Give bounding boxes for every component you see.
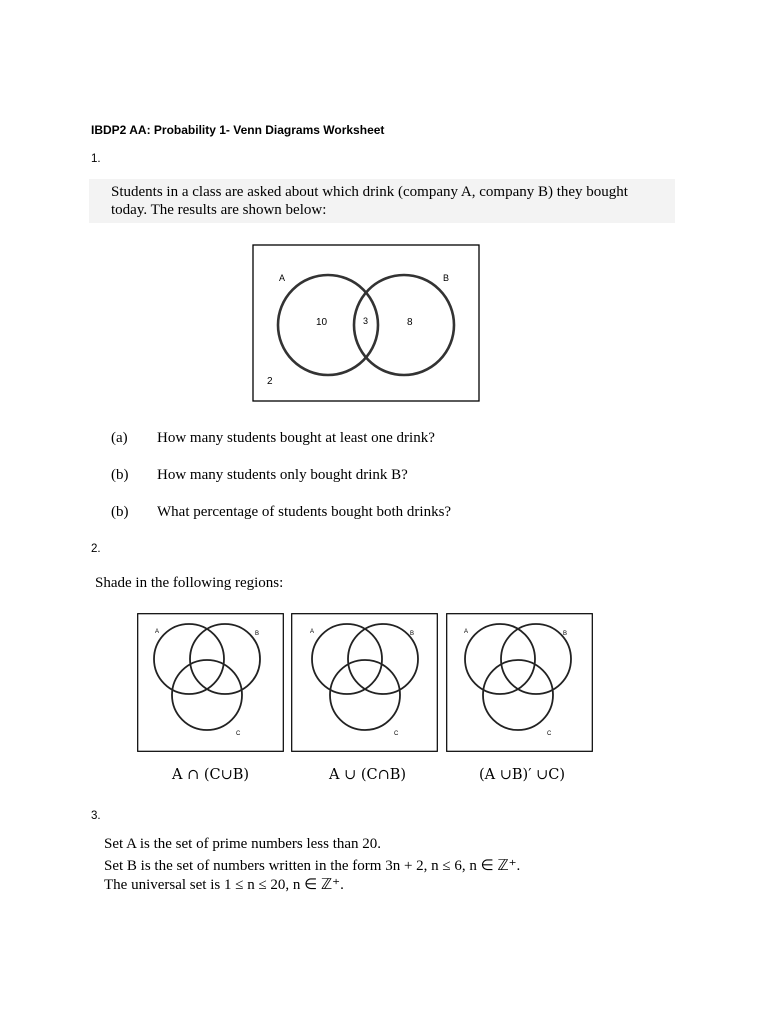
part-3-text: What percentage of students bought both drinks? [157,504,452,520]
three-set-venn-2 [291,613,438,752]
set-c-label: C [394,731,399,737]
set-b-label: B [443,273,450,283]
part-2-text: How many students only bought drink B? [157,467,408,483]
set-b-label: B [255,631,260,637]
three-set-venn-3 [446,613,593,752]
outside-count: 2 [267,376,273,387]
region-expression-2: A ∪ (C∩B) [329,767,407,783]
both-count: 3 [363,316,369,326]
set-a-label: A [310,629,315,635]
set-b-circle [501,624,571,694]
set-b-circle [354,275,454,375]
worksheet-title: IBDP2 AA: Probability 1- Venn Diagrams Worksheet [91,123,385,137]
question-2-number: 2. [91,543,101,555]
set-a-circle [465,624,535,694]
question-2-instruction: Shade in the following regions: [95,575,284,591]
region-expression-3: (A ∪B)′ ∪C) [479,767,566,783]
only-b-count: 8 [407,317,413,328]
set-b-circle [348,624,418,694]
part-1-label: (a) [111,430,128,446]
only-a-count: 10 [316,317,328,328]
question-1-intro-line2: today. The results are shown below: [111,202,327,218]
part-2-label: (b) [111,467,129,483]
set-a-definition: Set A is the set of prime numbers less than 20. [104,836,382,852]
set-c-circle [172,660,242,730]
question-3-number: 3. [91,810,101,822]
question-1-intro [111,183,671,219]
set-c-circle [483,660,553,730]
question-1-intro-line1: Students in a class are asked about which drink (company A, company B) they bought [111,184,628,200]
set-a-circle [154,624,224,694]
set-c-label: C [236,731,241,737]
set-c-circle [330,660,400,730]
set-a-label: A [464,629,469,635]
part-1-text: How many students bought at least one drink? [157,430,435,446]
region-expression-1: A ∩ (C∪B) [172,767,250,783]
part-3-label: (b) [111,504,129,520]
three-set-venn-1 [137,613,284,752]
set-a-label: A [155,629,160,635]
set-a-circle [312,624,382,694]
set-b-circle [190,624,260,694]
universal-set-definition: The universal set is 1 ≤ n ≤ 20, n ∈ ℤ⁺. [104,877,344,893]
set-c-label: C [547,731,552,737]
two-set-venn-diagram [252,244,480,402]
set-b-definition: Set B is the set of numbers written in the form 3n + 2, n ≤ 6, n ∈ ℤ⁺. [104,858,521,874]
set-a-label: A [279,273,286,283]
set-b-label: B [410,631,415,637]
set-b-label: B [563,631,568,637]
question-1-number: 1. [91,153,101,165]
